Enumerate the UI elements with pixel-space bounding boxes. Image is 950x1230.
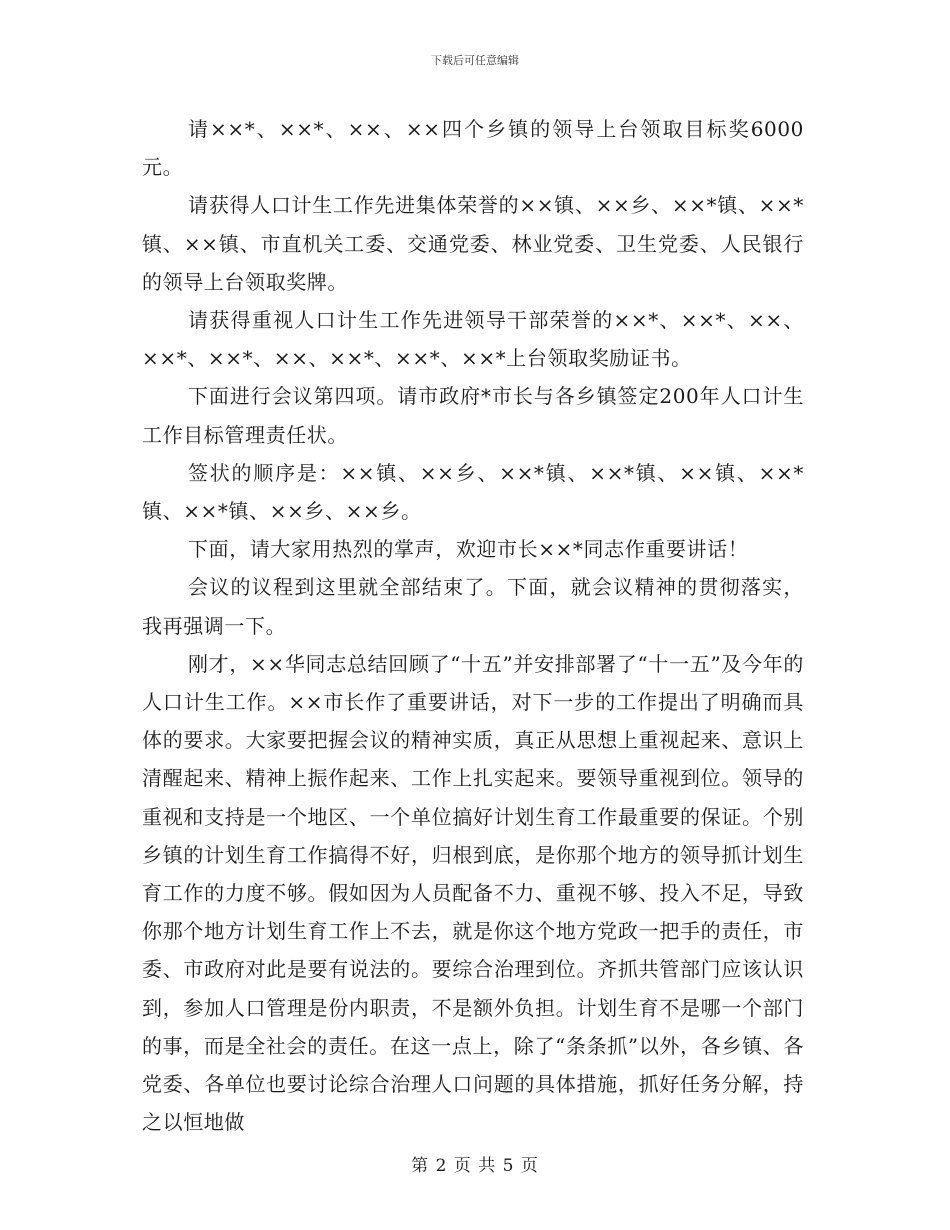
paragraph-5: 签状的顺序是：××镇、××乡、××*镇、××*镇、××镇、××*镇、××*镇、××乡、××乡。 [142,460,804,524]
page-number-footer: 第 2 页 共 5 页 [411,1156,539,1176]
paragraph-1: 请××*、××*、××、××四个乡镇的领导上台领取目标奖6000元。 [142,117,804,180]
paragraph-4: 下面进行会议第四项。请市政府*市长与各乡镇签定200年人口计生工作目标管理责任状。 [142,384,804,447]
paragraph-3: 请获得重视人口计生工作先进领导干部荣誉的××*、××*、××、××*、××*、××、××*、××*、××*上台领取奖励证书。 [142,308,804,371]
paragraph-7: 会议的议程到这里就全部结束了。下面，就会议精神的贯彻落实，我再强调一下。 [142,575,804,638]
paragraph-8: 刚才，××华同志总结回顾了“十五”并安排部署了“十一五”及今年的人口计生工作。××市长作了重要讲话，对下一步的工作提出了明确而具体的要求。大家要把握会议的精神实质，真正从思想上重视起来、意识上清醒起来、精神上振作起来、工作上扎实起来。要领导重视到位。领导的重视和支持是一个地区、一个单位搞好计划生育工作最重要的保证。个别乡镇的计划生育工作搞得不好，归根到底，是你那个地方的领导抓计划生育工作的力度不够。假如因为人员配备不力、重视不够、投入不足，导致你那个地方计划生育工作上不去，就是你这个地方党政一把手的责任，市委、市政府对此是要有说法的。要综合治理到位。齐抓共管部门应该认识到，参加人口管理是份内职责，不是额外负担。计划生育不是哪一个部门的事，而是全社会的责任。在这一点上，除了“条条抓”以外，各乡镇、各党委、各单位也要讨论综合治理人口问题的具体措施，抓好任务分解，持之以恒地做 [142,651,804,1135]
paragraph-2: 请获得人口计生工作先进集体荣誉的××镇、××乡、××*镇、××*镇、××镇、市直机关工委、交通党委、林业党委、卫生党委、人民银行的领导上台领取奖牌。 [142,193,804,294]
page-header: 下载后可任意编辑 [431,54,519,67]
paragraph-6: 下面，请大家用热烈的掌声，欢迎市长××*同志作重要讲话！ [188,537,749,562]
document-body [142,110,804,1141]
